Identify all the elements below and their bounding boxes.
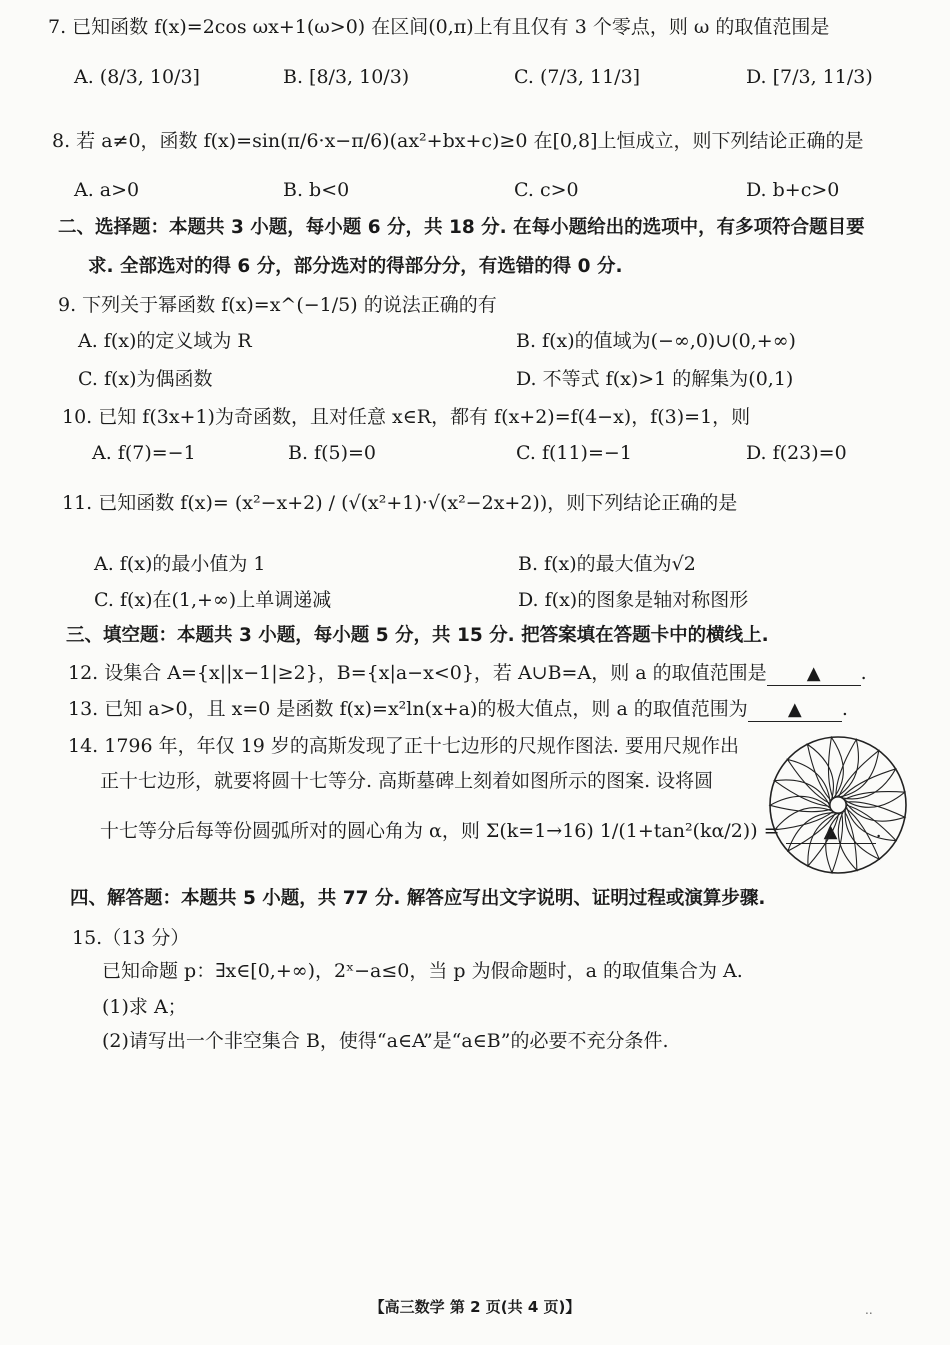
q15-head: 15.（13 分） [72,927,190,949]
gauss-rosette-figure [740,733,936,882]
q13-stem: 13. 已知 a>0，且 x=0 是函数 f(x)=x²ln(x+a)的极大值点，则 a 的取值范围为 [68,698,748,720]
q14-line1: 14. 1796 年，年仅 19 岁的高斯发现了正十七边形的尺规作图法. 要用尺规作出 [68,735,739,757]
q9-option-a: A. f(x)的定义域为 R [78,330,252,352]
q7-stem: 7. 已知函数 f(x)=2cos ωx+1(ω>0) 在区间(0,π)上有且仅有 3 个零点，则 ω 的取值范围是 [48,16,830,38]
q9-option-d: D. 不等式 f(x)>1 的解集为(0,1) [516,368,794,390]
triangle-icon: ▲ [806,663,821,684]
section3-heading: 三、填空题：本题共 3 小题，每小题 5 分，共 15 分. 把答案填在答题卡中的横线上. [66,625,769,646]
q12-end: . [860,662,867,684]
q12-answer-blank[interactable] [767,661,861,686]
q9-stem: 9. 下列关于幂函数 f(x)=x^(−1/5) 的说法正确的有 [58,294,497,316]
q11-option-a: A. f(x)的最小值为 1 [94,553,266,575]
q15-part1: (1)求 A； [102,996,187,1018]
q9-option-b: B. f(x)的值域为(−∞,0)∪(0,+∞) [516,330,796,352]
corner-mark: .. [865,1303,873,1317]
rosette-icon [740,733,936,877]
q10-option-b: B. f(5)=0 [288,442,376,464]
q14-line2: 正十七边形，就要将圆十七等分. 高斯墓碑上刻着如图所示的图案. 设将圆 [100,770,714,792]
q11-option-b: B. f(x)的最大值为√2 [518,553,696,575]
q11-option-d: D. f(x)的图象是轴对称图形 [518,589,749,611]
q11-option-c: C. f(x)在(1,+∞)上单调递减 [94,589,332,611]
q10-option-a: A. f(7)=−1 [92,442,196,464]
q7-option-d: D. [7/3, 11/3) [746,66,873,88]
q14-end: . [875,820,882,842]
q15-part2: (2)请写出一个非空集合 B，使得“a∈A”是“a∈B”的必要不充分条件. [102,1030,669,1052]
q10-stem: 10. 已知 f(3x+1)为奇函数，且对任意 x∈R，都有 f(x+2)=f(4−x)，f(3)=1，则 [62,406,751,428]
q8-option-d: D. b+c>0 [746,179,840,201]
section4-heading: 四、解答题：本题共 5 小题，共 77 分. 解答应写出文字说明、证明过程或演算步骤. [70,888,766,909]
q10-option-d: D. f(23)=0 [746,442,847,464]
q11-stem: 11. 已知函数 f(x)= (x²−x+2) / (√(x²+1)·√(x²−2x+2))，则下列结论正确的是 [62,492,738,514]
q7-option-a: A. (8/3, 10/3] [74,66,200,88]
q12-row [68,660,867,686]
q8-stem: 8. 若 a≠0，函数 f(x)=sin(π/6·x−π/6)(ax²+bx+c)≥0 在[0,8]上恒成立，则下列结论正确的是 [52,130,864,152]
triangle-icon: ▲ [787,699,802,720]
q14-line3: 十七等分后每等份圆弧所对的圆心角为 α，则 Σ(k=1→16) 1/(1+tan²(kα/2)) = [100,820,780,842]
q13-answer-blank[interactable] [748,697,842,722]
page-footer: 【高三数学 第 2 页(共 4 页)】 [369,1298,581,1316]
q15-line1: 已知命题 p：∃x∈[0,+∞)，2ˣ−a≤0，当 p 为假命题时，a 的取值集合为 A. [102,960,743,982]
q13-end: . [841,698,848,720]
q8-option-a: A. a>0 [74,179,140,201]
q7-option-b: B. [8/3, 10/3) [283,66,410,88]
q9-option-c: C. f(x)为偶函数 [78,368,213,390]
q10-option-c: C. f(11)=−1 [516,442,632,464]
q8-option-c: C. c>0 [514,179,579,201]
q7-option-c: C. (7/3, 11/3] [514,66,641,88]
q13-row [68,696,848,722]
section2-heading-line2: 求. 全部选对的得 6 分，部分选对的得部分分，有选错的得 0 分. [88,256,623,277]
q12-stem: 12. 设集合 A={x||x−1|≥2}，B={x|a−x<0}，若 A∪B=A，则 a 的取值范围是 [68,662,767,684]
q8-option-b: B. b<0 [283,179,350,201]
triangle-icon: ▲ [823,821,838,842]
section2-heading-line1: 二、选择题：本题共 3 小题，每小题 6 分，共 18 分. 在每小题给出的选项中，有多项符合题目要 [58,217,865,238]
rosette-center-circle [830,797,846,813]
